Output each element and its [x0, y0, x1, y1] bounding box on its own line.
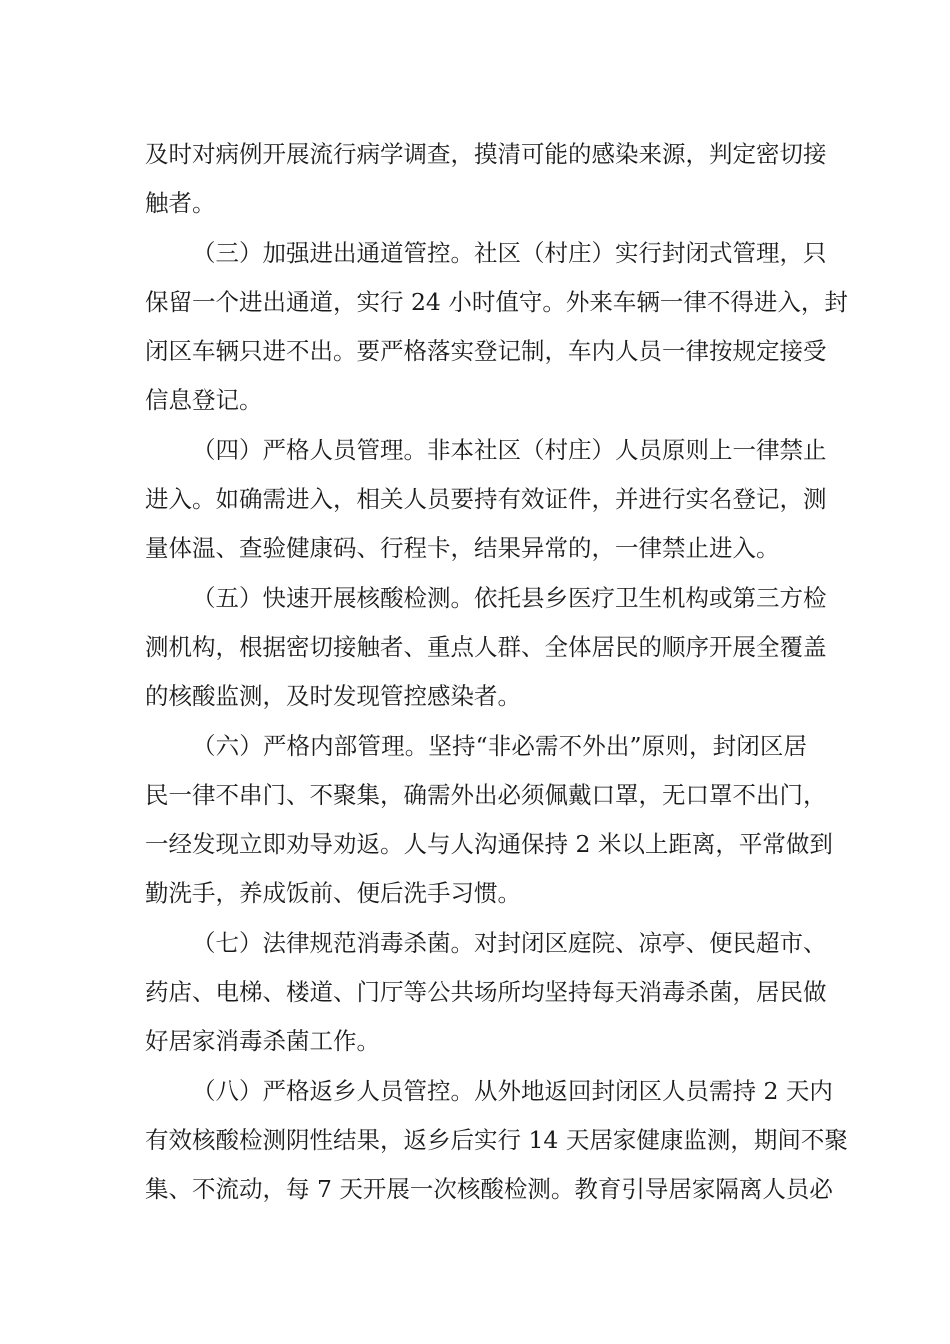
- paragraph-line: （五）快速开展核酸检测。依托县乡医疗卫生机构或第三方检: [192, 583, 827, 612]
- paragraph-line: （三）加强进出通道管控。社区（村庄）实行封闭式管理，只: [192, 238, 827, 267]
- paragraph-line: 闭区车辆只进不出。要严格落实登记制，车内人员一律按规定接受: [145, 337, 827, 366]
- paragraph-line: 测机构，根据密切接触者、重点人群、全体居民的顺序开展全覆盖: [145, 632, 827, 661]
- paragraph-line: 进入。如确需进入，相关人员要持有效证件，并进行实名登记，测: [145, 485, 827, 514]
- paragraph-line: 有效核酸检测阴性结果，返乡后实行 14 天居家健康监测，期间不聚: [145, 1125, 848, 1154]
- paragraph-line: 触者。: [145, 189, 216, 218]
- paragraph-line: 保留一个进出通道，实行 24 小时值守。外来车辆一律不得进入，封: [145, 287, 848, 316]
- paragraph-line: （七）法律规范消毒杀菌。对封闭区庭院、凉亭、便民超市、: [192, 928, 827, 957]
- paragraph-line: （六）严格内部管理。坚持“非必需不外出”原则，封闭区居: [192, 731, 807, 760]
- paragraph-line: 勤洗手，养成饭前、便后洗手习惯。: [145, 879, 521, 908]
- paragraph-line: 药店、电梯、楼道、门厅等公共场所均坚持每天消毒杀菌，居民做: [145, 978, 827, 1007]
- paragraph-line: 信息登记。: [145, 386, 263, 415]
- paragraph-line: 量体温、查验健康码、行程卡，结果异常的，一律禁止进入。: [145, 534, 780, 563]
- paragraph-line: （四）严格人员管理。非本社区（村庄）人员原则上一律禁止: [192, 435, 827, 464]
- paragraph-line: 一经发现立即劝导劝返。人与人沟通保持 2 米以上距离，平常做到: [145, 830, 833, 859]
- paragraph-line: 的核酸监测，及时发现管控感染者。: [145, 682, 521, 711]
- document-body: [145, 130, 848, 1215]
- paragraph-line: 集、不流动，每 7 天开展一次核酸检测。教育引导居家隔离人员必: [145, 1175, 833, 1204]
- paragraph-line: 及时对病例开展流行病学调查，摸清可能的感染来源，判定密切接: [145, 140, 827, 168]
- paragraph-line: 民一律不串门、不聚集，确需外出必须佩戴口罩，无口罩不出门，: [145, 780, 827, 809]
- paragraph-line: 好居家消毒杀菌工作。: [145, 1027, 380, 1056]
- paragraph-line: （八）严格返乡人员管控。从外地返回封闭区人员需持 2 天内: [192, 1076, 833, 1105]
